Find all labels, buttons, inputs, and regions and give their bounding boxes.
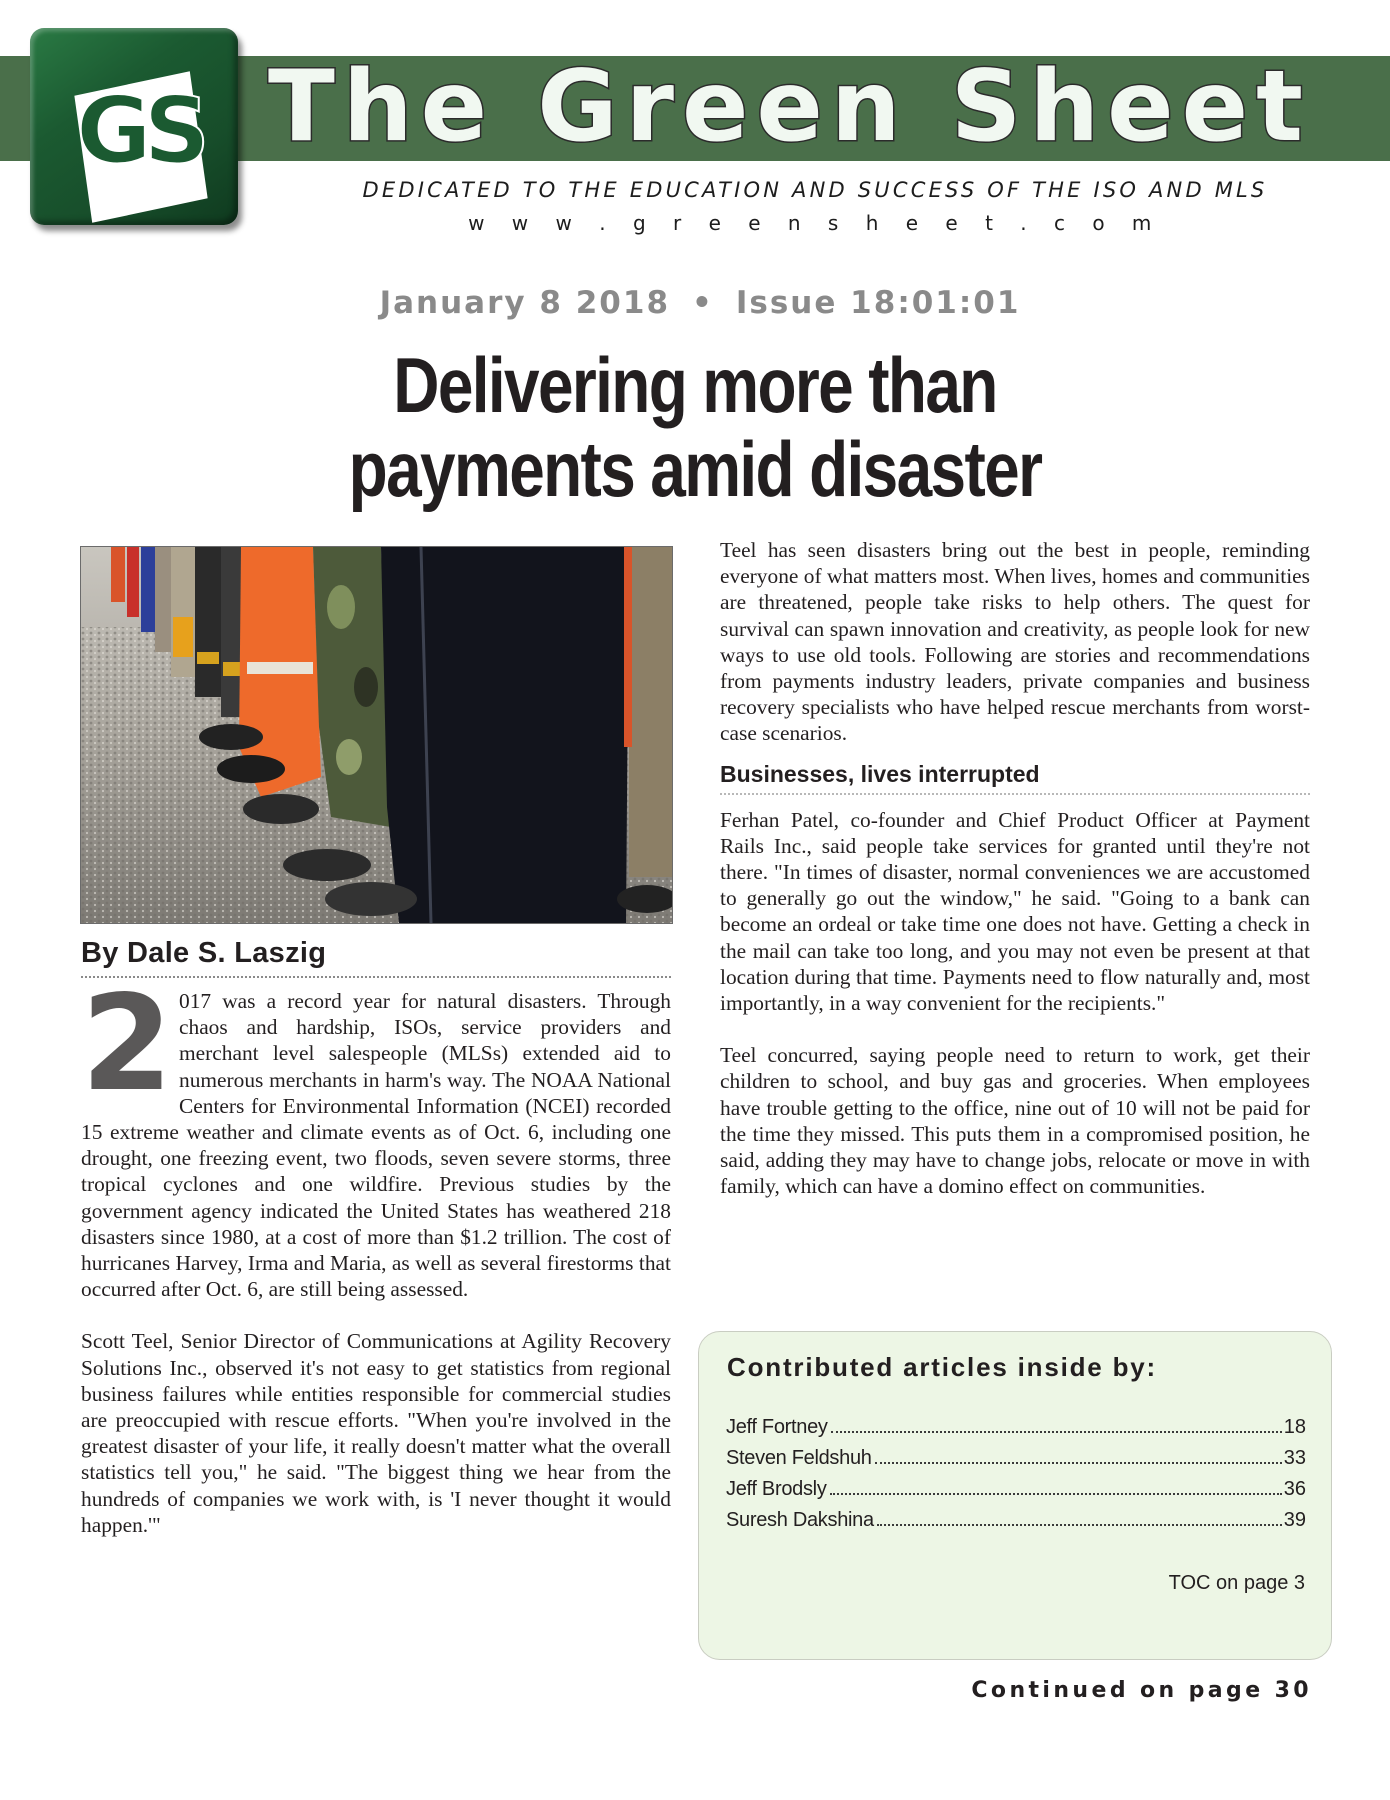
- article-byline: By Dale S. Laszig: [81, 937, 671, 978]
- logo-text: GS: [76, 77, 202, 184]
- publication-website[interactable]: w w w . g r e e n s h e e t . c o m: [468, 211, 1162, 235]
- article-paragraph: Scott Teel, Senior Director of Communications at Agility Recovery Solutions Inc., observed it's not easy to get statistics from regional business failures while entities responsible for commercial studies are preoccupied with rescue efforts. "When you're involved in the greatest disaster of your life, it really doesn't matter what the overall statistics tell you," he said. "The biggest thing we hear from the hundreds of companies we work with, is 'I never thought it would happen.'": [81, 1329, 671, 1537]
- article-right-column: [720, 537, 1310, 1199]
- article-left-column: [81, 967, 671, 1538]
- article-headline: [289, 343, 1101, 511]
- article-photo: [80, 546, 673, 924]
- contributors-callout: [698, 1331, 1332, 1660]
- issue-separator: •: [692, 285, 714, 321]
- paragraph-text: 017 was a record year for natural disasters. Through chaos and hardship, ISOs, service providers and merchant level salespeople (MLSs) extended aid to numerous merchants in harm's way. The NOAA National Centers for Environmental Information (NCEI) recorded 15 extreme weather and climate events as of Oct. 6, including one drought, one freezing event, two floods, seven severe storms, three tropical cyclones and one wildfire. Previous studies by the government agency indicated the United States has weathered 218 disasters since 1980, at a cost of more than $1.2 trillion. The cost of hurricanes Harvey, Irma and Maria, as well as several firestorms that occurred after Oct. 6, are still being assessed.: [81, 989, 671, 1302]
- publication-tagline: DEDICATED TO THE EDUCATION AND SUCCESS OF THE ISO AND MLS: [362, 178, 1268, 202]
- contributor-page: 39: [1283, 1509, 1306, 1531]
- contributor-entry[interactable]: [726, 1478, 1306, 1509]
- dot-leader: [875, 1462, 1282, 1464]
- contributor-name: Suresh Dakshina: [726, 1509, 874, 1531]
- article-paragraph: Teel concurred, saying people need to return to work, get their children to school, and buy gas and groceries. When employees have trouble getting to the office, nine out of 10 will not be paid for the time they missed. This puts them in a compromised position, he said, adding they may have to change jobs, relocate or move in with family, which can have a domino effect on communities.: [720, 1043, 1310, 1199]
- contributor-name: Jeff Fortney: [726, 1416, 828, 1438]
- issue-line: [300, 285, 1100, 321]
- continued-on-page[interactable]: Continued on page 30: [971, 1678, 1312, 1703]
- dot-leader: [831, 1431, 1282, 1433]
- publication-title: The Green Sheet: [268, 50, 1311, 164]
- gs-logo: [30, 28, 238, 225]
- contributor-name: Jeff Brodsly: [726, 1478, 827, 1500]
- contributor-page: 36: [1283, 1478, 1306, 1500]
- callout-title: Contributed articles inside by:: [727, 1352, 1157, 1382]
- drop-cap: 2: [81, 967, 173, 1121]
- contributor-page: 18: [1283, 1416, 1306, 1438]
- contributor-entry[interactable]: [726, 1416, 1306, 1447]
- article-paragraph: Ferhan Patel, co-founder and Chief Product Officer at Payment Rails Inc., said people take services for granted until they're not there. "In times of disaster, normal conveniences we are accustomed to generally go out the window," he said. "Going to a bank can become an ordeal or take time one does not have. Getting a check in the mail can take too long, and you may not even be present at that location during that time. Payments need to flow naturally and, most importantly, in a way convenient for the recipients.": [720, 807, 1310, 1016]
- contributor-name: Steven Feldshuh: [726, 1447, 872, 1469]
- photo-boots-illustration: [81, 547, 672, 923]
- article-paragraph: [81, 967, 671, 1302]
- contributor-entry[interactable]: [726, 1447, 1306, 1478]
- issue-number: Issue 18:01:01: [735, 285, 1021, 321]
- contributor-entry[interactable]: [726, 1509, 1306, 1540]
- issue-date: January 8 2018: [379, 285, 671, 321]
- contributors-list: [726, 1416, 1306, 1540]
- headline-line-2: payments amid disaster: [348, 425, 1042, 513]
- article-paragraph: Teel has seen disasters bring out the best in people, reminding everyone of what matters most. When lives, homes and communities are threatened, people take risks to help others. The quest for survival can spawn innovation and creativity, as people look for new ways to use old tools. Following are stories and recommendations from payments industry leaders, private companies and business recovery specialists who have helped rescue merchants from worst-case scenarios.: [720, 538, 1310, 746]
- contributor-page: 33: [1283, 1447, 1306, 1469]
- section-subhead: Businesses, lives interrupted: [720, 759, 1310, 795]
- toc-page-note[interactable]: TOC on page 3: [1168, 1572, 1305, 1594]
- dot-leader: [830, 1493, 1282, 1495]
- headline-line-1: Delivering more than: [393, 341, 997, 429]
- dot-leader: [877, 1524, 1282, 1526]
